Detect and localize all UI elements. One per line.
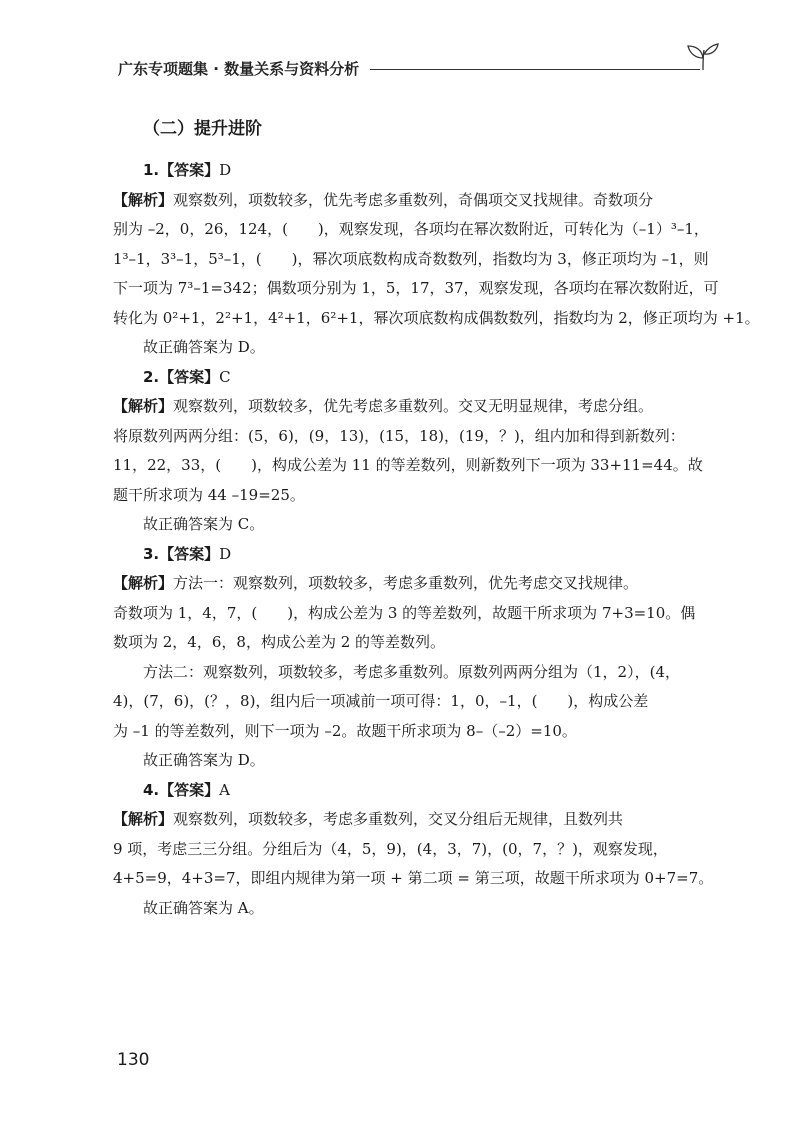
analysis-label: 【解析】 <box>113 574 174 592</box>
answer-label: 【答案】 <box>159 544 220 563</box>
analysis-line: 将原数列两两分组：(5，6)，(9，13)，(15，18)，(19，？)，组内加和得到新数列： <box>113 426 685 445</box>
question-number: 2. <box>143 367 160 386</box>
page-header <box>0 0 800 80</box>
analysis-line: 方法一：观察数列，项数较多，考虑多重数列，优先考虑交叉找规律。 <box>173 574 639 592</box>
question-3-answer <box>143 540 713 570</box>
question-number: 4. <box>143 780 160 799</box>
method-2-line: 方法二：观察数列，项数较多，考虑多重数列。原数列两两分组为（1，2），(4， <box>143 662 680 681</box>
conclusion: 故正确答案为 C。 <box>143 515 265 533</box>
page-content <box>113 110 760 923</box>
section-title: （二）提升进阶 <box>143 119 262 139</box>
answer-value: D <box>219 161 232 179</box>
answer-value: A <box>219 780 230 799</box>
question-4-answer <box>143 776 713 806</box>
analysis-label: 【解析】 <box>113 397 174 415</box>
answer-label: 【答案】 <box>159 367 220 386</box>
header-title: 广东专项题集 · 数量关系与资料分析 <box>118 60 360 78</box>
analysis-line: 1³–1，3³–1，5³–1，( )，幂次项底数构成奇数数列，指数均为 3，修正项均为 –1，则 <box>113 249 709 268</box>
answer-value: D <box>219 544 232 563</box>
analysis-line: 别为 –2，0，26，124，( )，观察发现，各项均在幂次数附近，可转化为（–1）³–1， <box>113 220 709 238</box>
page-number: 130 <box>117 1050 150 1070</box>
analysis-line: 下一项为 7³–1=342；偶数项分别为 1，5，17，37，观察发现，各项均在幂次数附近，可 <box>113 279 719 297</box>
analysis-line: 观察数列，项数较多，优先考虑多重数列。交叉无明显规律，考虑分组。 <box>173 397 654 415</box>
question-2-answer <box>143 363 713 393</box>
sprout-icon <box>686 40 720 72</box>
analysis-line: 11，22，33，( )，构成公差为 11 的等差数列，则新数列下一项为 33+11=44。故 <box>113 456 703 474</box>
answer-label: 【答案】 <box>159 161 220 179</box>
conclusion: 故正确答案为 D。 <box>143 338 265 356</box>
analysis-label: 【解析】 <box>113 190 174 209</box>
analysis-line: 观察数列，项数较多，考虑多重数列，交叉分组后无规律，且数列共 <box>173 810 624 828</box>
conclusion: 故正确答案为 A。 <box>143 898 264 917</box>
question-1-answer <box>143 156 713 186</box>
header-rule <box>370 69 700 70</box>
question-2-analysis <box>113 392 713 540</box>
analysis-label: 【解析】 <box>113 810 174 828</box>
conclusion: 故正确答案为 D。 <box>143 751 265 769</box>
answer-label: 【答案】 <box>159 780 220 799</box>
analysis-line: 4+5=9，4+3=7，即组内规律为第一项 + 第二项 = 第三项，故题干所求项为 0+7=7。 <box>113 869 714 887</box>
question-1-analysis <box>113 186 760 363</box>
question-3-analysis <box>113 569 713 776</box>
analysis-line: 题干所求项为 44 –19=25。 <box>113 485 305 504</box>
analysis-line: 转化为 0²+1，2²+1，4²+1，6²+1，幂次项底数构成偶数数列，指数均为 2，修正项均为 +1。 <box>113 308 760 327</box>
question-4-analysis <box>113 805 713 923</box>
question-number: 3. <box>143 544 160 563</box>
answer-value: C <box>219 367 231 386</box>
question-number: 1. <box>143 161 160 179</box>
analysis-line: 观察数列，项数较多，优先考虑多重数列，奇偶项交叉找规律。奇数项分 <box>173 190 654 209</box>
method-2-line: 4)，(7，6)，(？，8)，组内后一项减前一项可得：1，0，–1，( )，构成公差 <box>113 692 649 710</box>
analysis-line: 奇数项为 1，4，7，( )，构成公差为 3 的等差数列，故题干所求项为 7+3=10。偶 <box>113 603 696 622</box>
analysis-line: 数项为 2，4，6，8，构成公差为 2 的等差数列。 <box>113 633 446 651</box>
method-2-line: 为 –1 的等差数列，则下一项为 –2。故题干所求项为 8–（–2）=10。 <box>113 721 577 740</box>
analysis-line: 9 项，考虑三三分组。分组后为（4，5，9)，(4，3，7)，(0，7，？)，观察发现， <box>113 839 668 858</box>
